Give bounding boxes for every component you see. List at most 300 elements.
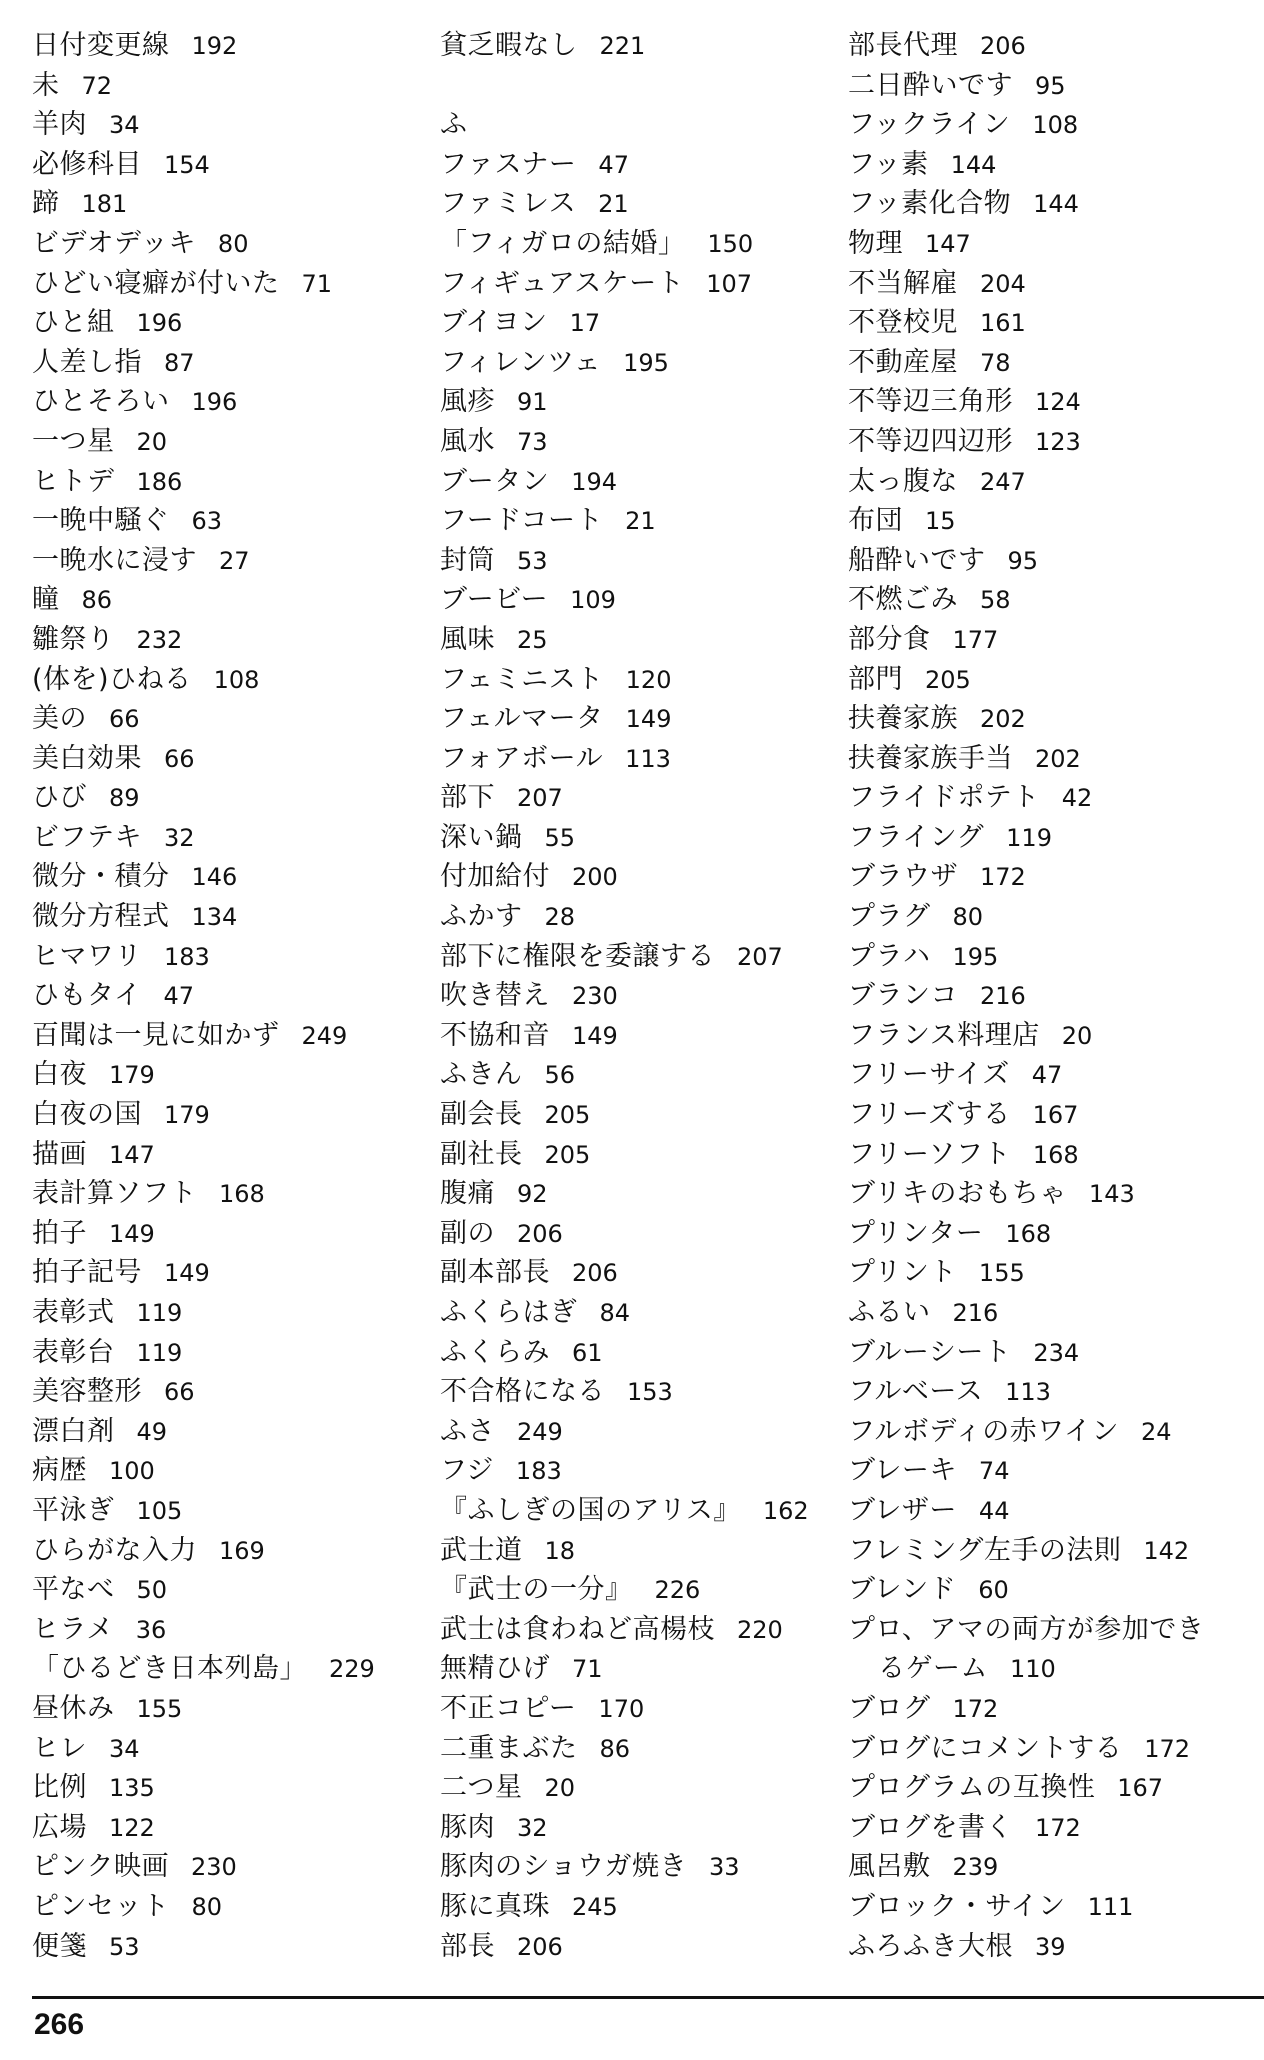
index-page-ref: 168 [219,1180,265,1209]
index-page-ref: 177 [952,625,999,654]
index-page-ref: 60 [978,1576,1009,1605]
index-page-ref: 119 [136,1338,183,1367]
index-page-ref: 34 [109,111,140,140]
index-term: 副本部長 [440,1257,550,1289]
index-entry [848,501,1248,541]
index-page-ref: 162 [762,1496,809,1525]
index-page-ref: 61 [572,1338,603,1367]
index-page-ref: 109 [570,586,616,615]
index-entry [32,580,412,620]
index-page-ref: 147 [925,229,971,258]
index-entry [440,857,820,897]
index-page-ref: 149 [572,1021,618,1050]
index-entry [32,224,412,264]
index-term: 不動産屋 [848,346,958,378]
index-page-ref: 144 [1033,190,1079,219]
index-entry [32,739,412,779]
index-term: 武士道 [440,1534,523,1566]
index-page-ref: 155 [978,1259,1025,1288]
index-entry [440,1847,820,1887]
index-term: 副社長 [440,1138,523,1170]
index-page-ref: 80 [191,1892,223,1921]
index-entry [32,1649,412,1689]
index-term: ピンセット [32,1890,170,1922]
index-page-ref: 66 [164,744,195,773]
index-entry [32,184,412,224]
index-entry [440,343,820,383]
index-page-ref: 135 [109,1774,155,1803]
index-page-ref: 87 [164,348,195,377]
index-term: 人差し指 [32,346,142,378]
index-column-2 [440,26,820,1966]
index-term: 平泳ぎ [32,1494,115,1526]
index-term: 部長 [440,1930,495,1962]
index-page-ref: 167 [1117,1774,1164,1803]
index-page-ref: 105 [136,1496,183,1525]
index-entry [32,1174,412,1214]
index-term: 広場 [32,1811,87,1843]
index-term: フィレンツェ [440,346,602,378]
index-term: フェルマータ [440,703,604,735]
index-page-ref: 216 [952,1299,999,1327]
index-term: 羊肉 [32,109,87,141]
index-term: 表計算ソフト [32,1178,197,1210]
index-entry [32,66,412,106]
index-term: ブログを書く [848,1811,1013,1843]
index-page-ref: 226 [654,1576,701,1605]
page-number: 266 [34,2008,85,2041]
index-entry [32,1135,412,1175]
index-term: フジ [440,1455,494,1487]
index-entry [32,1689,412,1729]
index-page-ref: 86 [81,586,113,615]
index-entry [32,1214,412,1254]
index-term: フィギュアスケート [440,267,685,299]
index-entry [848,105,1248,145]
index-entry [32,620,412,660]
index-entry [32,1610,412,1650]
index-page-ref: 161 [980,309,1026,338]
index-entry [848,1927,1248,1967]
index-page-ref: 74 [978,1457,1010,1486]
index-page-ref: 86 [599,1734,631,1763]
index-term: ひらがな入力 [32,1534,197,1566]
index-entry [32,1293,412,1333]
index-entry [848,382,1248,422]
index-term: 不当解雇 [848,267,958,299]
index-page-ref: 146 [191,863,238,892]
index-term: フリーサイズ [848,1059,1010,1091]
index-entry [32,1095,412,1135]
index-term: 一つ星 [32,425,115,457]
index-term: 不等辺四辺形 [848,425,1013,457]
index-entry [32,382,412,422]
index-term: 美容整形 [32,1376,142,1408]
index-entry [32,462,412,502]
index-term: 比例 [32,1772,87,1804]
index-page-ref: 167 [1032,1101,1079,1130]
index-term: 病歴 [32,1455,87,1487]
index-term: フランス料理店 [848,1019,1040,1051]
index-page-ref: 221 [599,32,646,60]
index-entry [440,660,820,700]
index-page-ref: 230 [572,982,618,1011]
index-term: ヒマワリ [32,940,142,972]
index-entry [32,1055,412,1095]
index-term: 吹き替え [440,980,550,1012]
index-term: 武士は食わねど高楊枝 [440,1613,715,1645]
index-term: 扶養家族 [848,703,958,735]
index-page-ref: 32 [164,823,195,852]
index-entry [440,1491,820,1531]
index-entry [848,1649,1248,1689]
index-term: 平なべ [32,1574,115,1606]
index-entry [848,1412,1248,1452]
index-page-ref: 143 [1088,1180,1135,1209]
index-page-ref: 36 [135,1615,167,1644]
index-entry [440,26,820,66]
index-entry [32,303,412,343]
index-term: ふくらはぎ [440,1297,578,1328]
index-page-ref: 155 [136,1694,183,1723]
index-entry [440,699,820,739]
index-entry [32,26,412,66]
index-term: 船酔いです [848,544,986,576]
index-term: フックライン [848,109,1011,141]
index-page-ref: 200 [572,863,618,892]
index-entry [440,620,820,660]
index-page-ref: 207 [737,942,783,971]
index-term: 百聞は一見に如かず [32,1019,280,1051]
index-entry [848,1055,1248,1095]
index-entry [848,620,1248,660]
index-term: ブリキのおもちゃ [848,1178,1067,1210]
index-page-ref: 63 [191,507,223,536]
index-entry [848,1610,1248,1650]
index-term: 部下に権限を委譲する [440,940,715,972]
index-term: 雛祭り [32,623,115,655]
index-entry [440,1451,820,1491]
index-entry [32,1768,412,1808]
index-page-ref: 49 [136,1417,168,1446]
index-term: プロ、アマの両方が参加でき [848,1613,1205,1645]
index-page-ref: 17 [569,309,601,338]
index-term: フライング [848,821,985,853]
index-term: 美白効果 [32,742,142,774]
index-entry [848,343,1248,383]
index-page-ref: 111 [1087,1892,1134,1921]
index-term: ビデオデッキ [32,227,196,259]
index-entry [440,184,820,224]
index-term: プリンター [848,1217,984,1249]
index-page-ref: 47 [1031,1061,1063,1090]
index-page-ref: 80 [217,229,249,258]
index-page-ref: 122 [109,1813,155,1842]
index-page-ref: 53 [517,546,548,575]
index-page-ref: 144 [950,150,997,179]
index-term: ブログ [848,1692,931,1724]
index-page-ref: 149 [164,1259,210,1288]
index-term: ひとそろい [32,386,170,418]
index-term: 白夜の国 [32,1099,142,1131]
index-entry [32,1372,412,1412]
index-page-ref: 239 [952,1853,999,1882]
index-entry [440,1333,820,1373]
index-page-ref: 142 [1143,1536,1190,1565]
index-term: 一晩中騒ぐ [32,505,170,537]
index-term: ひどい寝癖が付いた [32,267,280,299]
index-entry [440,897,820,937]
index-term: 不等辺三角形 [848,386,1013,418]
index-term: ファミレス [440,188,577,220]
index-entry [848,264,1248,304]
index-term: 日付変更線 [32,30,170,61]
index-entry [848,1253,1248,1293]
index-term: ブレザー [848,1494,957,1526]
index-term: 表彰台 [32,1336,115,1368]
index-page-ref: 134 [191,903,238,932]
index-term: 漂白剤 [32,1415,115,1447]
index-page-ref: 205 [544,1101,591,1130]
index-page-ref: 124 [1035,388,1081,417]
index-page-ref: 247 [980,467,1026,496]
index-page-ref: 24 [1140,1417,1172,1446]
index-page-ref: 55 [544,823,576,852]
index-term: 必修科目 [32,148,142,180]
index-entry [848,303,1248,343]
index-page-ref: 50 [136,1576,168,1605]
index-page-ref: 195 [623,348,669,377]
index-page-ref: 194 [571,467,618,496]
index-term: 不協和音 [440,1019,550,1051]
index-term: フリーソフト [848,1138,1011,1170]
index-entry [848,699,1248,739]
index-page-ref: 39 [1035,1932,1066,1961]
index-entry [848,897,1248,937]
index-entry [32,1887,412,1927]
index-entry [848,1372,1248,1412]
index-entry [32,778,412,818]
index-term: 『武士の一分』 [440,1574,633,1606]
index-term: 豚肉のショウガ焼き [440,1851,687,1883]
index-entry [848,739,1248,779]
index-term: ひと組 [32,307,115,339]
index-term: フルベース [848,1376,984,1408]
index-page-ref: 15 [925,507,956,536]
index-term: フリーズする [848,1099,1011,1131]
index-entry [848,224,1248,264]
index-term: 一晩水に浸す [32,544,197,576]
index-entry [440,1887,820,1927]
index-entry [848,541,1248,581]
index-entry [848,857,1248,897]
index-page-ref: 230 [190,1853,237,1882]
index-term: フェミニスト [440,663,604,695]
index-entry [848,26,1248,66]
index-term: 部長代理 [848,30,958,61]
index-entry [848,1293,1248,1333]
index-page-ref: 20 [1061,1021,1093,1050]
index-page-ref: 72 [81,71,113,100]
index-page-ref: 169 [219,1536,265,1565]
index-term: 「フィガロの結婚」 [440,227,686,259]
index-page-ref: 113 [625,744,671,773]
index-entry [440,382,820,422]
index-page-ref: 21 [598,190,629,219]
index-page-ref: 181 [81,190,128,219]
index-term: ふかす [440,901,523,933]
index-entry [32,1491,412,1531]
index-term: 拍子 [32,1217,87,1249]
index-page-ref: 107 [706,269,753,298]
index-entry [32,976,412,1016]
index-term: 風呂敷 [848,1851,931,1883]
index-entry [32,857,412,897]
index-page-ref: 172 [1144,1734,1191,1763]
index-page-ref: 149 [109,1219,155,1248]
index-term: ピンク映画 [32,1851,169,1883]
index-page-ref: 113 [1005,1378,1051,1407]
index-entry [848,1689,1248,1729]
index-entry [848,1808,1248,1848]
index-entry [848,1570,1248,1610]
index-term: ヒレ [32,1732,87,1764]
index-page-ref: 206 [517,1219,563,1248]
index-entry [32,1808,412,1848]
index-entry [440,1135,820,1175]
index-page-ref: 108 [1032,111,1079,140]
index-term: フルボディの赤ワイン [848,1415,1119,1447]
index-term: 部門 [848,663,903,695]
index-term: 深い鍋 [440,821,523,853]
index-entry [440,462,820,502]
index-term: フッ素 [848,148,929,180]
index-term: 瞳 [32,584,60,616]
index-entry [440,541,820,581]
index-entry [32,264,412,304]
index-page-ref: 91 [517,388,548,417]
index-term: ブロック・サイン [848,1890,1066,1922]
index-page-ref: 119 [1006,823,1052,852]
index-page-ref: 172 [980,863,1026,892]
index-entry [440,1610,820,1650]
index-page-ref: 28 [544,903,576,932]
index-term: 微分方程式 [32,901,170,933]
index-entry [848,1729,1248,1769]
index-page-ref: 172 [952,1694,999,1723]
index-term: ひもタイ [32,980,142,1012]
index-entry [32,937,412,977]
index-page-ref: 153 [627,1378,673,1407]
index-entry [848,1887,1248,1927]
index-term: 二日酔いです [848,69,1013,101]
index-page-ref: 206 [517,1932,563,1961]
index-page-ref: 66 [164,1378,195,1407]
index-term: 豚に真珠 [440,1890,550,1922]
index-entry [32,1253,412,1293]
index-term: 拍子記号 [32,1257,142,1289]
index-term: 不正コピー [440,1692,577,1724]
index-entry [32,1847,412,1887]
index-entry [32,145,412,185]
index-page-ref: 202 [1035,744,1081,773]
index-page-ref: 196 [136,309,183,338]
index-page-ref: 149 [625,705,672,734]
index-page-ref: 206 [980,32,1026,60]
index-term: ブレーキ [848,1455,957,1487]
index-term: 封筒 [440,544,495,576]
footer-rule [32,1996,1264,1999]
index-page-ref: 53 [109,1932,140,1961]
index-page-ref: 20 [544,1774,576,1803]
index-page-ref: 66 [109,705,140,734]
index-entry [32,897,412,937]
index-entry [440,145,820,185]
index-page-ref: 27 [219,546,250,575]
index-term: 未 [32,69,60,101]
index-entry [440,1689,820,1729]
index-entry [32,818,412,858]
index-entry [440,1253,820,1293]
index-term: ふきん [440,1059,523,1091]
index-entry [848,66,1248,106]
index-term: ブラウザ [848,861,958,893]
index-term: プログラムの互換性 [848,1772,1096,1804]
index-entry [32,1531,412,1571]
index-entry [32,1927,412,1967]
index-term: 豚肉 [440,1811,495,1843]
index-term: (体を)ひねる [32,663,192,695]
index-entry [440,739,820,779]
index-page-ref: 108 [213,665,260,694]
index-page-ref: 92 [517,1180,548,1209]
index-page-ref: 147 [109,1140,155,1169]
index-term: 二つ星 [440,1772,523,1804]
index-entry [848,976,1248,1016]
index-entry [32,699,412,739]
index-entry [32,105,412,145]
index-entry [440,105,820,145]
index-term: 貧乏暇なし [440,30,578,61]
index-page-ref: 58 [980,586,1011,615]
index-term: ブータン [440,465,550,497]
index-entry [848,422,1248,462]
index-page-ref: 20 [136,427,168,456]
index-term: ひび [32,782,87,814]
index-entry [440,1372,820,1412]
index-entry [32,1333,412,1373]
index-term: ブレンド [848,1574,957,1606]
index-term: ふさ [440,1415,495,1447]
index-entry [440,1214,820,1254]
index-term: ヒラメ [32,1613,114,1645]
index-entry [32,1016,412,1056]
index-page-ref: 192 [191,32,238,60]
index-entry [32,422,412,462]
index-entry [848,1333,1248,1373]
index-term: 二重まぶた [440,1732,578,1764]
index-term: ブイヨン [440,307,548,339]
index-entry [440,1927,820,1967]
index-term: ファスナー [440,148,577,180]
index-entry [848,580,1248,620]
index-page-ref: 32 [517,1813,548,1842]
index-page-ref: 25 [517,625,548,654]
index-term: 不燃ごみ [848,584,958,616]
index-entry [848,462,1248,502]
index-entry [440,818,820,858]
index-page-ref: 84 [599,1299,631,1327]
